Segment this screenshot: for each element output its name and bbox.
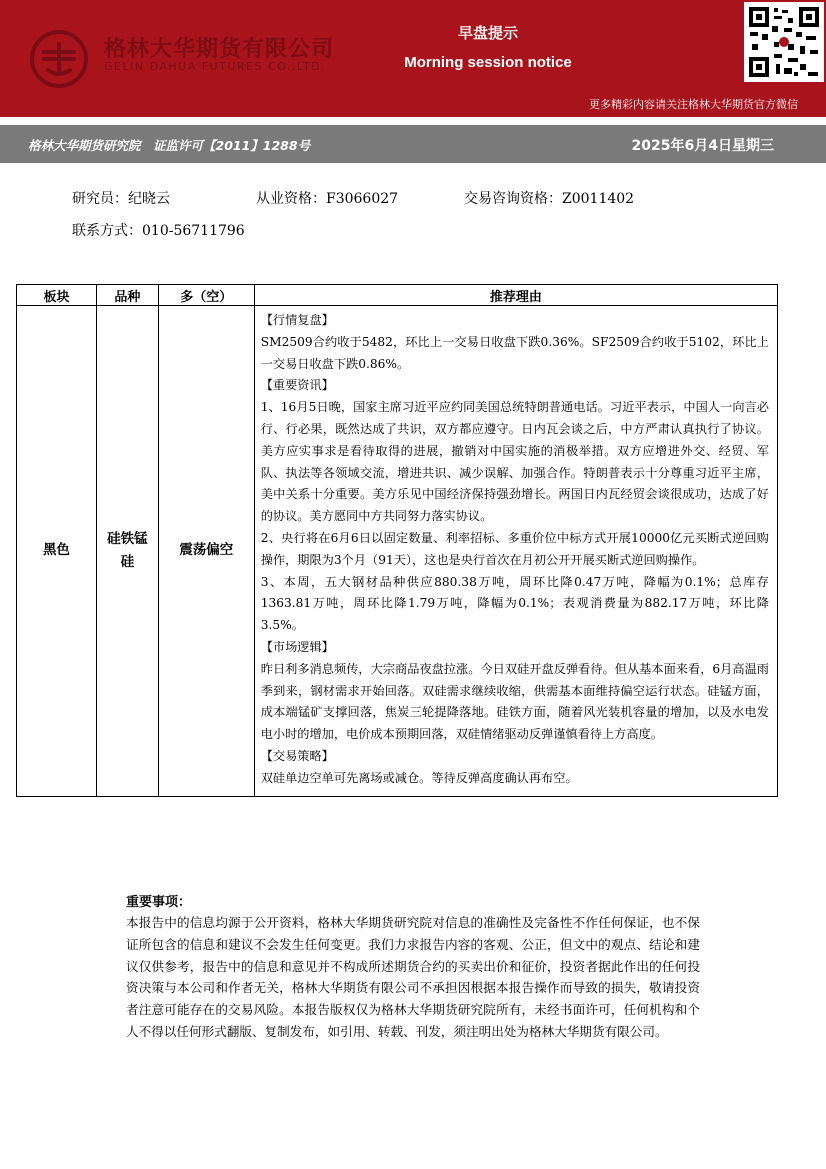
disclaimer [126, 893, 700, 1043]
recommendation-table [16, 284, 778, 797]
variety-cell [96, 306, 158, 797]
consult-qualification: 交易咨询资格：Z0011402 [464, 191, 635, 207]
review-text: SM2509合约收于5482，环比上一交易日收盘下跌0.36%。SF2509合约收于5102，环比上一交易日收盘下跌0.86%。 [260, 334, 769, 371]
header-reason: 推荐理由 [254, 285, 777, 306]
qualification-number: 从业资格：F3066027 [256, 191, 399, 207]
report-title-en: Morning session notice [404, 54, 572, 71]
disclaimer-body: 本报告中的信息均源于公开资料，格林大华期货研究院对信息的准确性及完备性不作任何保证，也不保证所包含的信息和建议不会发生任何变更。我们力求报告内容的客观、公正，但文中的观点、结论和建议仅供参考，报告中的信息和意见并不构成所述期货合约的买卖出价和征价，投资者据此作出的任何投资决策与本公司和作者无关，格林大华期货有限公司不承担因根据本报告操作而导致的损失，敬请投资者注意可能存在的交易风险。本报告版权仅为格林大华期货研究院所有，未经书面许可，任何机构和个人不得以任何形式翻版、复制发布，如引用、转载、刊发，须注明出处为格林大华期货有限公司。 [126, 915, 700, 1039]
sub-header-bar [0, 125, 826, 163]
contact-phone: 联系方式：010-56711796 [72, 223, 245, 239]
section-heading-logic: 【市场逻辑】 [260, 639, 334, 654]
header-direction: 多（空） [158, 285, 254, 306]
company-name-cn: 格林大华期货有限公司 [104, 37, 335, 62]
qr-code-icon [744, 2, 824, 82]
sector-cell: 黑色 [17, 306, 97, 797]
institute-license: 格林大华期货研究院 证监许可【2011】1288号 [28, 138, 311, 153]
logic-text: 昨日利多消息频传，大宗商品夜盘拉涨。今日双硅开盘反弹看待。但从基本面来看，6月高温雨季到来，钢材需求开始回落。双硅需求继续收缩，供需基本面维持偏空运行状态。硅锰方面，成本端锰矿支撑回落，焦炭三轮提降落地。硅铁方面，随着风光装机容量的增加，以及水电发电小时的增加，电价成本预期回落，双硅情绪驱动反弹谨慎看待上方高度。 [260, 661, 769, 742]
company-logo-icon [30, 30, 88, 88]
section-heading-review: 【行情复盘】 [260, 313, 334, 327]
company-name-en: GELIN DAHUA FUTURES CO.,LTD. [104, 60, 327, 73]
report-date: 2025年6月4日星期三 [631, 138, 774, 154]
news-item-1: 1、16月5日晚，国家主席习近平应约同美国总统特朗普通电话。习近平表示，中国人一向言必行、行必果，既然达成了共识，双方都应遵守。日内瓦会谈之后，中方严肃认真执行了协议。美方应实事求是看待取得的进展，撤销对中国实施的消极举措。双方应增进外交、经贸、军队、执法等各领域交流，增进共识、减少误解、加强合作。特朗普表示十分尊重习近平主席，美中关系十分重要。美方乐见中国经济保持强劲增长。两国日内瓦经贸会谈很成功，达成了好的协议。美方愿同中方共同努力落实协议。 [260, 400, 769, 524]
header-sector: 板块 [17, 285, 97, 306]
table-row [17, 306, 778, 797]
researcher-name: 研究员：纪晓云 [72, 191, 170, 207]
news-item-3: 3、本周，五大钢材品种供应880.38万吨，周环比降0.47万吨，降幅为0.1%；总库存1363.81万吨，周环比降1.79万吨，降幅为0.1%；表观消费量为882.17万吨，环比降3.5%。 [260, 574, 769, 633]
reason-cell [254, 306, 777, 797]
variety-label: 硅铁锰硅 [107, 530, 148, 570]
direction-cell: 震荡偏空 [158, 306, 254, 797]
header-variety: 品种 [96, 285, 158, 306]
report-title-cn: 早盘提示 [457, 24, 518, 42]
section-heading-strategy: 【交易策略】 [260, 748, 334, 763]
table-header-row [17, 285, 778, 306]
wechat-follow-note: 更多精彩内容请关注格林大华期货官方微信 [589, 98, 798, 111]
section-heading-news: 【重要资讯】 [260, 378, 334, 393]
disclaimer-title: 重要事项： [126, 895, 192, 910]
news-item-2: 2、央行将在6月6日以固定数量、利率招标、多重价位中标方式开展10000亿元买断式逆回购操作，期限为3个月（91天），这也是央行首次在月初公开开展买断式逆回购操作。 [260, 530, 769, 567]
header-banner [0, 0, 826, 117]
strategy-text: 双硅单边空单可先离场或减仓。等待反弹高度确认再布空。 [260, 770, 578, 785]
